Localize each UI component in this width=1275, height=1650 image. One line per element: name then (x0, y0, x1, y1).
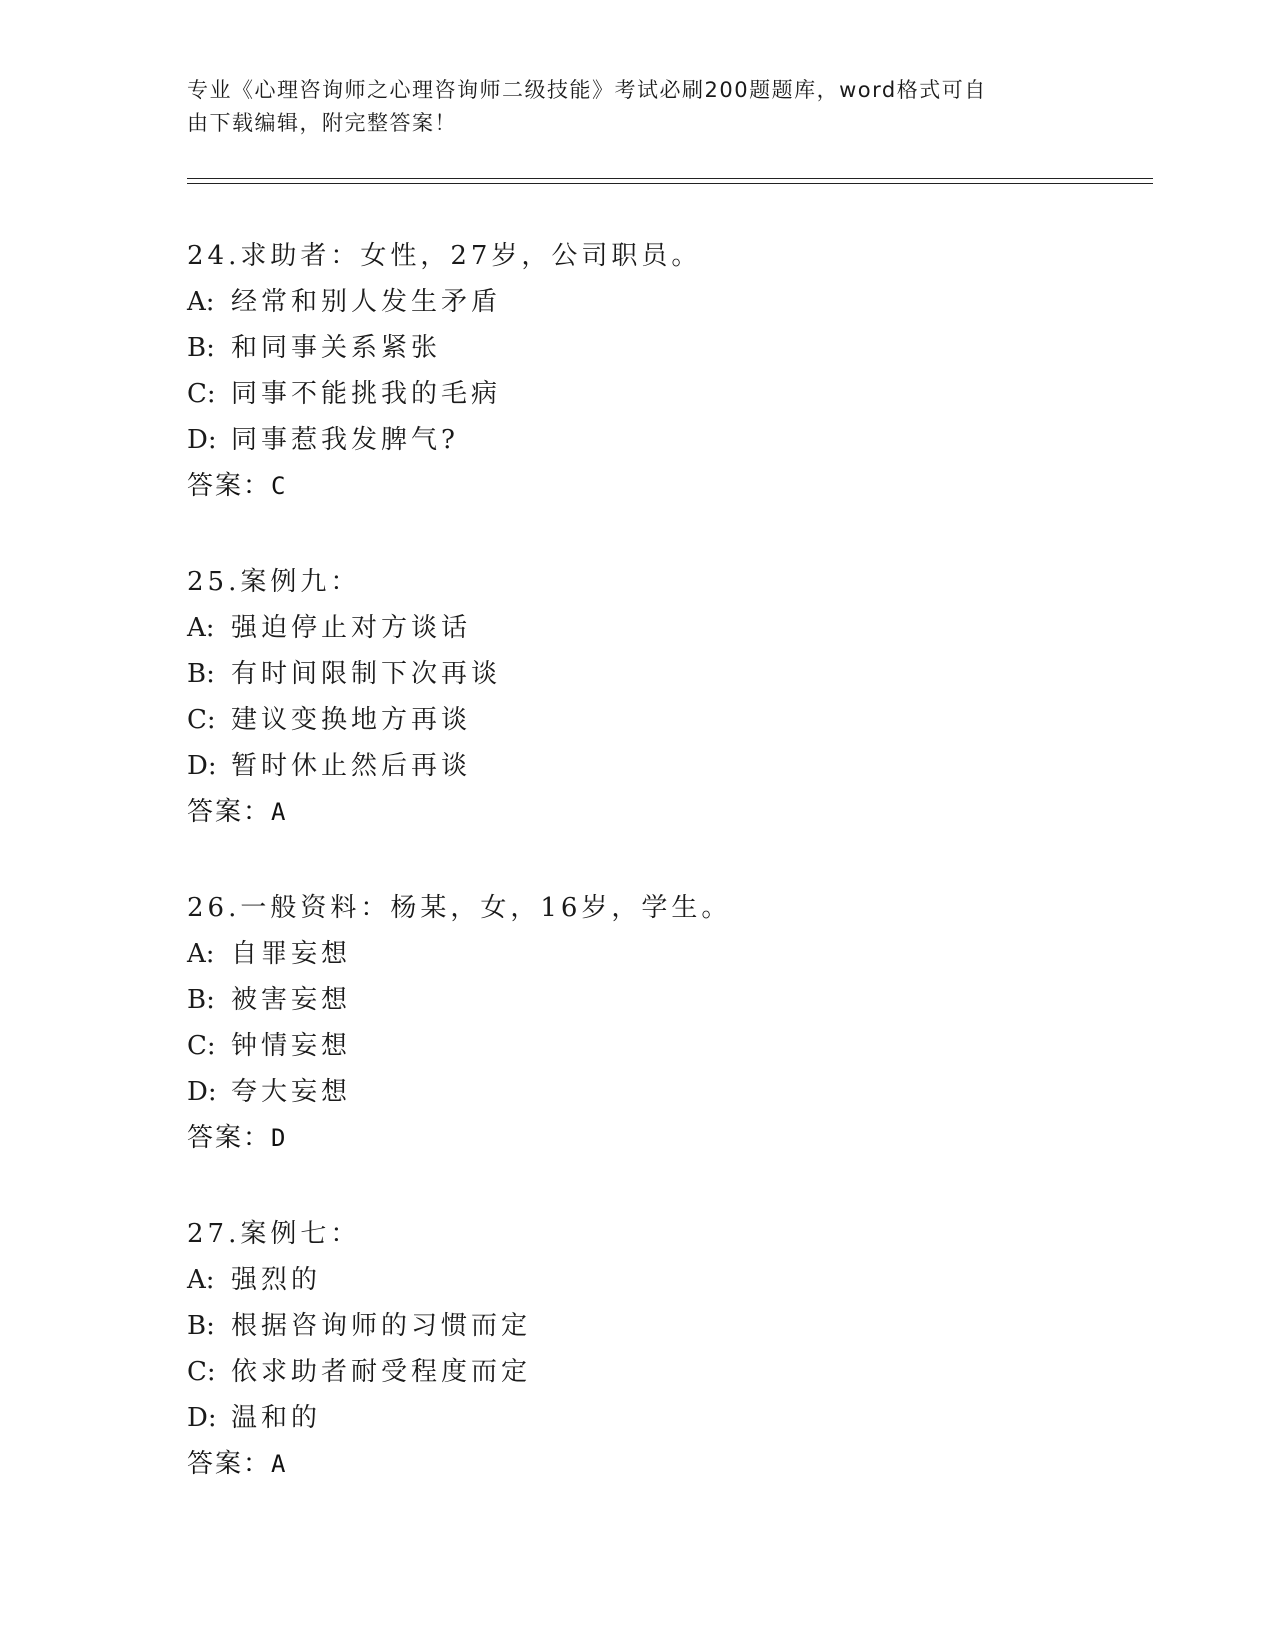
option-b (187, 651, 1087, 697)
answer-label: 答案： (187, 1449, 272, 1479)
option-b (187, 325, 1087, 371)
answer-line (187, 789, 1087, 835)
option-text: 同事不能挑我的毛病 (231, 379, 502, 409)
option-text: 经常和别人发生矛盾 (231, 287, 502, 317)
option-d (187, 1069, 1087, 1115)
option-d (187, 743, 1087, 789)
option-c (187, 1349, 1087, 1395)
option-text: 根据咨询师的习惯而定 (231, 1311, 532, 1341)
option-text: 温和的 (231, 1403, 322, 1433)
option-a (187, 1257, 1087, 1303)
intro-line-1: 专业《心理咨询师之心理咨询师二级技能》考试必刷200题题库，word格式可自 (187, 78, 987, 102)
option-c (187, 371, 1087, 417)
option-letter: C: (187, 1031, 216, 1061)
option-text: 有时间限制下次再谈 (231, 659, 502, 689)
header-divider-top (187, 178, 1153, 179)
option-text: 依求助者耐受程度而定 (231, 1357, 532, 1387)
option-text: 自罪妄想 (231, 939, 352, 969)
option-text: 夸大妄想 (231, 1077, 352, 1107)
option-d (187, 417, 1087, 463)
answer-line (187, 1441, 1087, 1487)
question-stem: 24.求助者：女性，27岁，公司职员。 (187, 241, 702, 271)
option-a (187, 931, 1087, 977)
intro-line-2: 由下载编辑，附完整答案！ (187, 111, 457, 135)
option-a (187, 279, 1087, 325)
option-letter: B: (187, 333, 215, 363)
option-letter: C: (187, 1357, 216, 1387)
option-text: 强迫停止对方谈话 (231, 613, 472, 643)
option-letter: D: (187, 1077, 217, 1107)
option-letter: A: (187, 1265, 215, 1295)
header-divider-bottom (187, 183, 1153, 184)
option-letter: C: (187, 379, 216, 409)
option-text: 和同事关系紧张 (231, 333, 442, 363)
option-letter: B: (187, 1311, 215, 1341)
option-a (187, 605, 1087, 651)
option-letter: A: (187, 287, 215, 317)
answer-label: 答案： (187, 1123, 272, 1153)
option-letter: C: (187, 705, 216, 735)
answer-value: A (271, 1450, 288, 1478)
option-text: 同事惹我发脾气? (231, 425, 459, 455)
option-b (187, 977, 1087, 1023)
option-letter: A: (187, 939, 215, 969)
question-list (187, 233, 1087, 1537)
question-stem: 26.一般资料：杨某，女，16岁，学生。 (187, 893, 732, 923)
option-c (187, 697, 1087, 743)
option-b (187, 1303, 1087, 1349)
question-26 (187, 885, 1087, 1161)
option-d (187, 1395, 1087, 1441)
question-stem: 25.案例九： (187, 567, 361, 597)
option-letter: D: (187, 751, 217, 781)
option-letter: D: (187, 425, 217, 455)
question-24 (187, 233, 1087, 509)
question-25 (187, 559, 1087, 835)
option-text: 被害妄想 (231, 985, 352, 1015)
option-letter: B: (187, 659, 215, 689)
answer-label: 答案： (187, 471, 272, 501)
option-text: 钟情妄想 (231, 1031, 352, 1061)
answer-value: D (271, 1124, 288, 1152)
answer-value: C (271, 472, 288, 500)
option-text: 暂时休止然后再谈 (231, 751, 472, 781)
question-27 (187, 1211, 1087, 1487)
option-letter: D: (187, 1403, 217, 1433)
document-intro (187, 74, 1067, 140)
option-c (187, 1023, 1087, 1069)
answer-line (187, 463, 1087, 509)
option-text: 强烈的 (231, 1265, 322, 1295)
answer-line (187, 1115, 1087, 1161)
answer-value: A (271, 798, 288, 826)
option-letter: A: (187, 613, 215, 643)
question-stem: 27.案例七： (187, 1219, 361, 1249)
answer-label: 答案： (187, 797, 272, 827)
option-letter: B: (187, 985, 215, 1015)
option-text: 建议变换地方再谈 (231, 705, 472, 735)
